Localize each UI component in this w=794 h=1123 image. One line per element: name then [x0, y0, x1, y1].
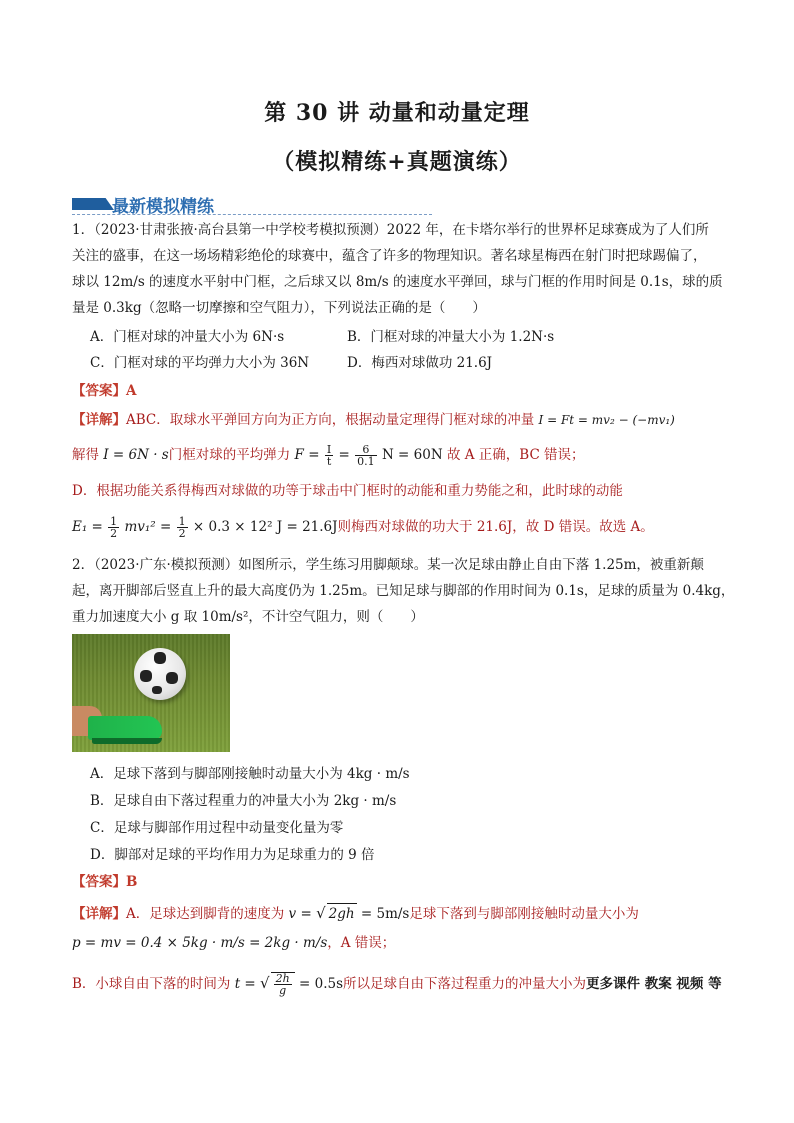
q2-sqrt-frac: √ $\frac{2h}{g}$: [260, 976, 295, 992]
q1-detail-4: [72, 516, 654, 539]
q1-option-c: C．门框对球的平均弹力大小为 36N: [90, 355, 310, 371]
q2-detail-1: [72, 903, 639, 924]
q1-fraction-i-over-t: $\frac{I}{t}$: [326, 443, 332, 468]
q2-line-1: 2．（2023·广东·模拟预测）如图所示，学生练习用脚颠球。某一次足球由静止自由下落 1.25m，被重新颠: [72, 557, 704, 573]
q1-detail-tag: 【详解】: [72, 412, 126, 428]
q2-detail-3-tail: 所以足球自由下落过程重力的冲量大小为: [343, 976, 587, 992]
q2-detail-3-pre: B．小球自由下落的时间为: [72, 976, 231, 992]
section-title: 最新模拟精练: [112, 197, 214, 217]
q1-detail-2-formula-b-pre: F =: [294, 447, 320, 463]
q2-sqrt: √ 2gh: [316, 904, 355, 922]
more-resources-text: 更多课件 教案 视频 等: [586, 976, 722, 992]
q1-fraction-half-b: $\frac{1}{2}$: [178, 515, 186, 540]
q1-fraction-6-over-01: $\frac{6}{0.1}$: [357, 443, 375, 468]
q1-detail-2-formula-a: I = 6N · s: [103, 447, 169, 463]
page-subtitle: （模拟精练+真题演练）: [272, 149, 522, 175]
q1-detail-1-formula: I = Ft = mv₂ − (−mv₁): [538, 413, 675, 427]
q2-detail-1-pre: A．足球达到脚背的速度为: [126, 906, 285, 922]
q2-line-2: 起，离开脚部后竖直上升的最大高度仍为 1.25m。已知足球与脚部的作用时间为 0.1s，足球的质量为 0.4kg，: [72, 583, 735, 599]
section-divider: [72, 214, 432, 215]
q1-detail-2: [72, 444, 585, 467]
q1-detail-1: [72, 410, 675, 430]
soccer-ball-icon: [134, 648, 186, 700]
q2-detail-2-tail: ，A 错误；: [327, 935, 396, 951]
q2-line-3: 重力加速度大小 g 取 10m/s²，不计空气阻力，则（ ）: [72, 609, 424, 625]
q1-detail-3: D．根据功能关系得梅西对球做的功等于球击中门框时的动能和重力势能之和，此时球的动能: [72, 483, 623, 499]
q1-detail-4-mid: mv₁² =: [124, 519, 172, 535]
q2-option-a: A．足球下落到与脚部刚接触时动量大小为 4kg · m/s: [90, 766, 410, 782]
q2-detail-1-formula-post: = 5m/s: [360, 906, 410, 922]
q1-answer: 【答案】A: [72, 383, 137, 399]
q2-detail-1-tail: 足球下落到与脚部刚接触时动量大小为: [409, 906, 639, 922]
shoe-icon: [88, 716, 162, 740]
q2-detail-3: [72, 972, 722, 996]
q2-detail-2-formula: p = mv = 0.4 × 5kg · m/s = 2kg · m/s: [72, 935, 328, 951]
q1-fraction-half-a: $\frac{1}{2}$: [110, 515, 118, 540]
q2-detail-1-formula-pre: v =: [288, 906, 312, 922]
q1-line-4: 量是 0.3kg（忽略一切摩擦和空气阻力），下列说法正确的是（ ）: [72, 300, 486, 316]
section-header: [72, 192, 432, 216]
q1-line-3: 球以 12m/s 的速度水平射中门框，之后球又以 8m/s 的速度水平弹回，球与门框的作用时间是 0.1s，球的质: [72, 274, 723, 290]
q1-detail-1-text: ABC．取球水平弹回方向为正方向，根据动量定理得门框对球的冲量: [126, 412, 535, 428]
q1-detail-2-mid: 门框对球的平均弹力: [168, 447, 291, 463]
q1-detail-2-pre: 解得: [72, 447, 99, 463]
q2-detail-3-formula-pre: t =: [234, 976, 256, 992]
q1-option-b: B．门框对球的冲量大小为 1.2N·s: [347, 329, 555, 345]
q1-option-d: D．梅西对球做功 21.6J: [347, 355, 493, 371]
q2-detail-3-formula-post: = 0.5s: [299, 976, 344, 992]
q1-detail-4-post: × 0.3 × 12² J = 21.6J: [192, 519, 338, 535]
page-title: 第 30 讲 动量和动量定理: [264, 100, 530, 126]
q1-detail-2-formula-b-post: N = 60N: [381, 447, 443, 463]
q1-equals: =: [338, 447, 350, 463]
q1-detail-4-pre: E₁ =: [72, 519, 103, 535]
q2-option-c: C．足球与脚部作用过程中动量变化量为零: [90, 820, 344, 836]
q1-detail-4-tail: 则梅西对球做的功大于 21.6J，故 D 错误。故选 A。: [337, 519, 654, 535]
soccer-kick-photo: [72, 634, 230, 752]
q2-option-d: D．脚部对足球的平均作用力为足球重力的 9 倍: [90, 847, 375, 863]
section-stripe-icon: [72, 198, 114, 210]
q2-detail-2: [72, 933, 395, 953]
q1-detail-2-tail: 故 A 正确，BC 错误；: [446, 447, 585, 463]
q1-line-2: 关注的盛事，在这一场场精彩绝伦的球赛中，蕴含了许多的物理知识。著名球星梅西在射门时把球踢偏了，: [72, 248, 707, 264]
q2-answer: 【答案】B: [72, 874, 138, 890]
q1-line-1: 1．（2023·甘肃张掖·高台县第一中学校考模拟预测）2022 年，在卡塔尔举行的世界杯足球赛成为了人们所: [72, 222, 709, 238]
q1-option-a: A．门框对球的冲量大小为 6N·s: [90, 329, 285, 345]
q2-option-b: B．足球自由下落过程重力的冲量大小为 2kg · m/s: [90, 793, 397, 809]
q2-detail-tag: 【详解】: [72, 906, 126, 922]
